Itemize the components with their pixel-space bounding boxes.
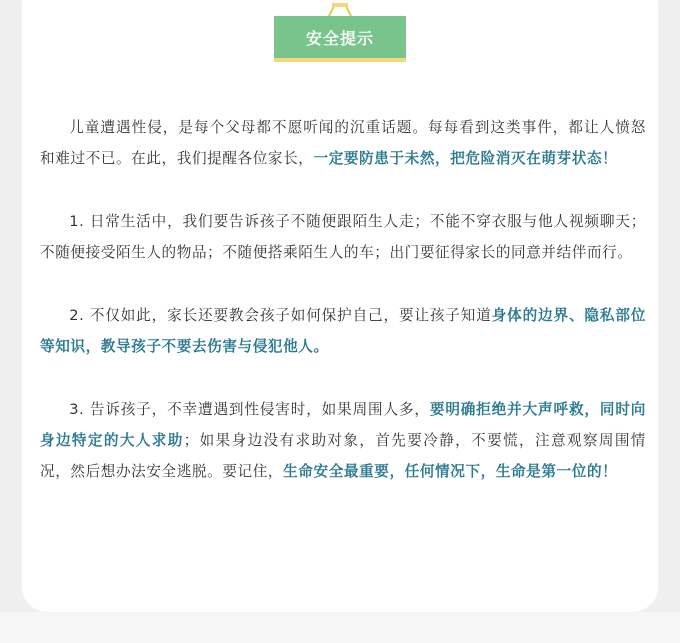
tip-3-text-b: ；如果身边没有求助对象，首先要冷静，不要慌，注意观察周围情况，然后想办法安全逃脱。要记住，: [40, 432, 647, 480]
tip-paragraph-3: [40, 394, 646, 487]
intro-highlight: 一定要防患于未然，把危险消灭在萌芽状态！: [313, 150, 618, 167]
tip-paragraph-2: [40, 300, 646, 362]
tip-2-text: 2. 不仅如此，家长还要教会孩子如何保护自己，要让孩子知道: [69, 307, 492, 324]
tip-paragraph-1: [40, 206, 646, 268]
tip-3-highlight-a: 要明确拒绝并大声呼救，同时向身边特定的大人求助: [40, 401, 646, 449]
intro-paragraph: [40, 112, 646, 174]
article-content: [40, 112, 646, 519]
bottom-strip: [0, 612, 680, 643]
safety-tip-badge: [274, 16, 406, 62]
tip-3-text-a: 3. 告诉孩子，不幸遭遇到性侵害时，如果周围人多，: [69, 401, 430, 418]
intro-text: 儿童遭遇性侵，是每个父母都不愿听闻的沉重话题。每每看到这类事件，都让人愤怒和难过不已。在此，我们提醒各位家长，: [40, 119, 646, 167]
badge-title: 安全提示: [305, 28, 374, 48]
tip-2-highlight: 身体的边界、隐私部位等知识，教导孩子不要去伤害与侵犯他人。: [40, 307, 646, 355]
tip-1-text: 1. 日常生活中，我们要告诉孩子不随便跟陌生人走；不能不穿衣服与他人视频聊天；不随便接受陌生人的物品；不随便搭乘陌生人的车；出门要征得家长的同意并结伴而行。: [40, 213, 646, 261]
tip-3-highlight-b: 生命安全最重要，任何情况下，生命是第一位的！: [283, 463, 618, 480]
